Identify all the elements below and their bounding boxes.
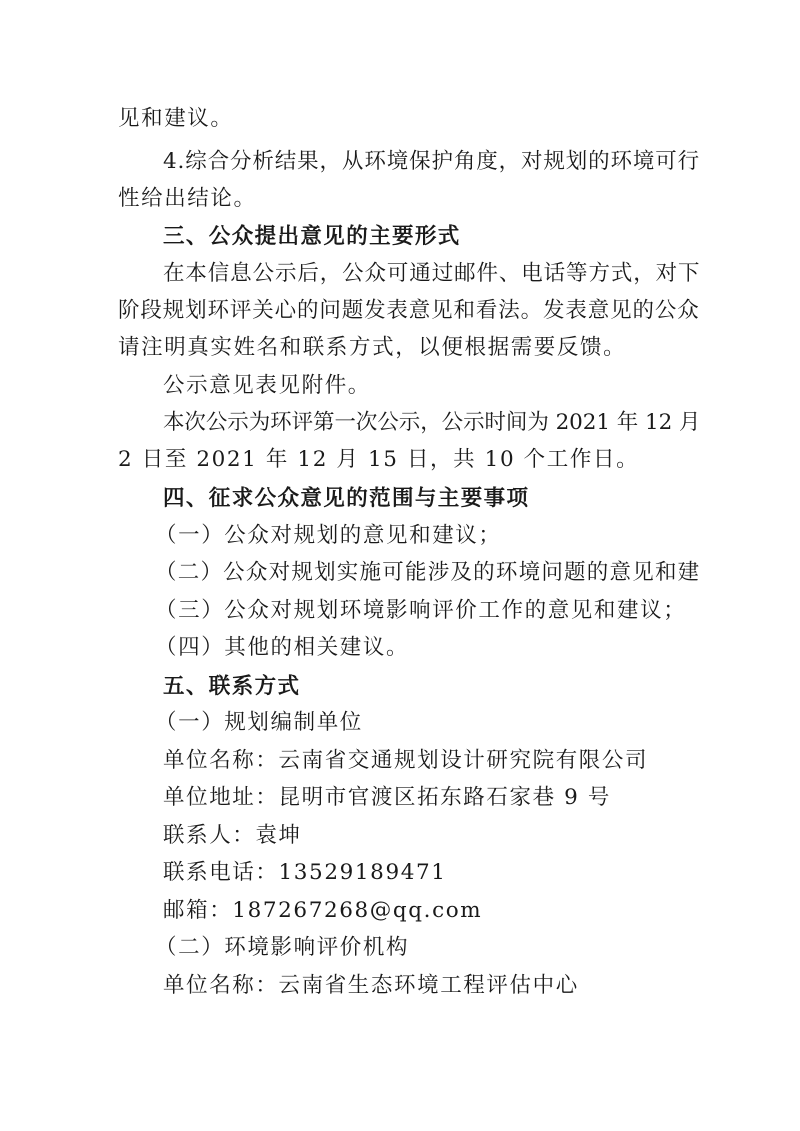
list-item: （三）公众对规划环境影响评价工作的意见和建议； bbox=[155, 598, 687, 623]
text-line: 联系电话：13529189471 bbox=[163, 860, 447, 885]
text-line: 单位地址：昆明市官渡区拓东路石家巷 9 号 bbox=[163, 785, 611, 810]
text-line: 公示意见表见附件。 bbox=[163, 373, 371, 398]
text-line: 联系人：袁坤 bbox=[163, 823, 302, 848]
text-line: 阶段规划环评关心的问题发表意见和看法。发表意见的公众 bbox=[118, 298, 700, 323]
text-line: 2 日至 2021 年 12 月 15 日，共 10 个工作日。 bbox=[118, 447, 640, 472]
list-item: （二）公众对规划实施可能涉及的环境问题的意见和建 bbox=[155, 560, 701, 585]
text-line: 单位名称：云南省交通规划设计研究院有限公司 bbox=[163, 748, 649, 773]
text-line: 单位名称：云南省生态环境工程评估中心 bbox=[163, 973, 579, 998]
section-heading: 五、联系方式 bbox=[163, 674, 301, 699]
text-line: 请注明真实姓名和联系方式，以便根据需要反馈。 bbox=[118, 335, 627, 360]
text-line: 本次公示为环评第一次公示，公示时间为 2021 年 12 月 bbox=[163, 410, 701, 435]
section-heading: 四、征求公众意见的范围与主要事项 bbox=[163, 486, 530, 511]
text-line: 见和建议。 bbox=[118, 106, 234, 131]
text-line: 在本信息公示后，公众可通过邮件、电话等方式，对下 bbox=[163, 261, 701, 286]
text-line: 邮箱：187267268@qq.com bbox=[163, 898, 483, 923]
section-heading: 三、公众提出意见的主要形式 bbox=[163, 224, 461, 249]
subsection-heading: （一）规划编制单位 bbox=[155, 710, 363, 735]
list-item: （一）公众对规划的意见和建议； bbox=[155, 523, 502, 548]
text-line: 性给出结论。 bbox=[118, 186, 257, 211]
subsection-heading: （二）环境影响评价机构 bbox=[155, 935, 410, 960]
list-item: （四）其他的相关建议。 bbox=[155, 635, 410, 660]
text-line: 4.综合分析结果，从环境保护角度，对规划的环境可行 bbox=[163, 149, 701, 174]
